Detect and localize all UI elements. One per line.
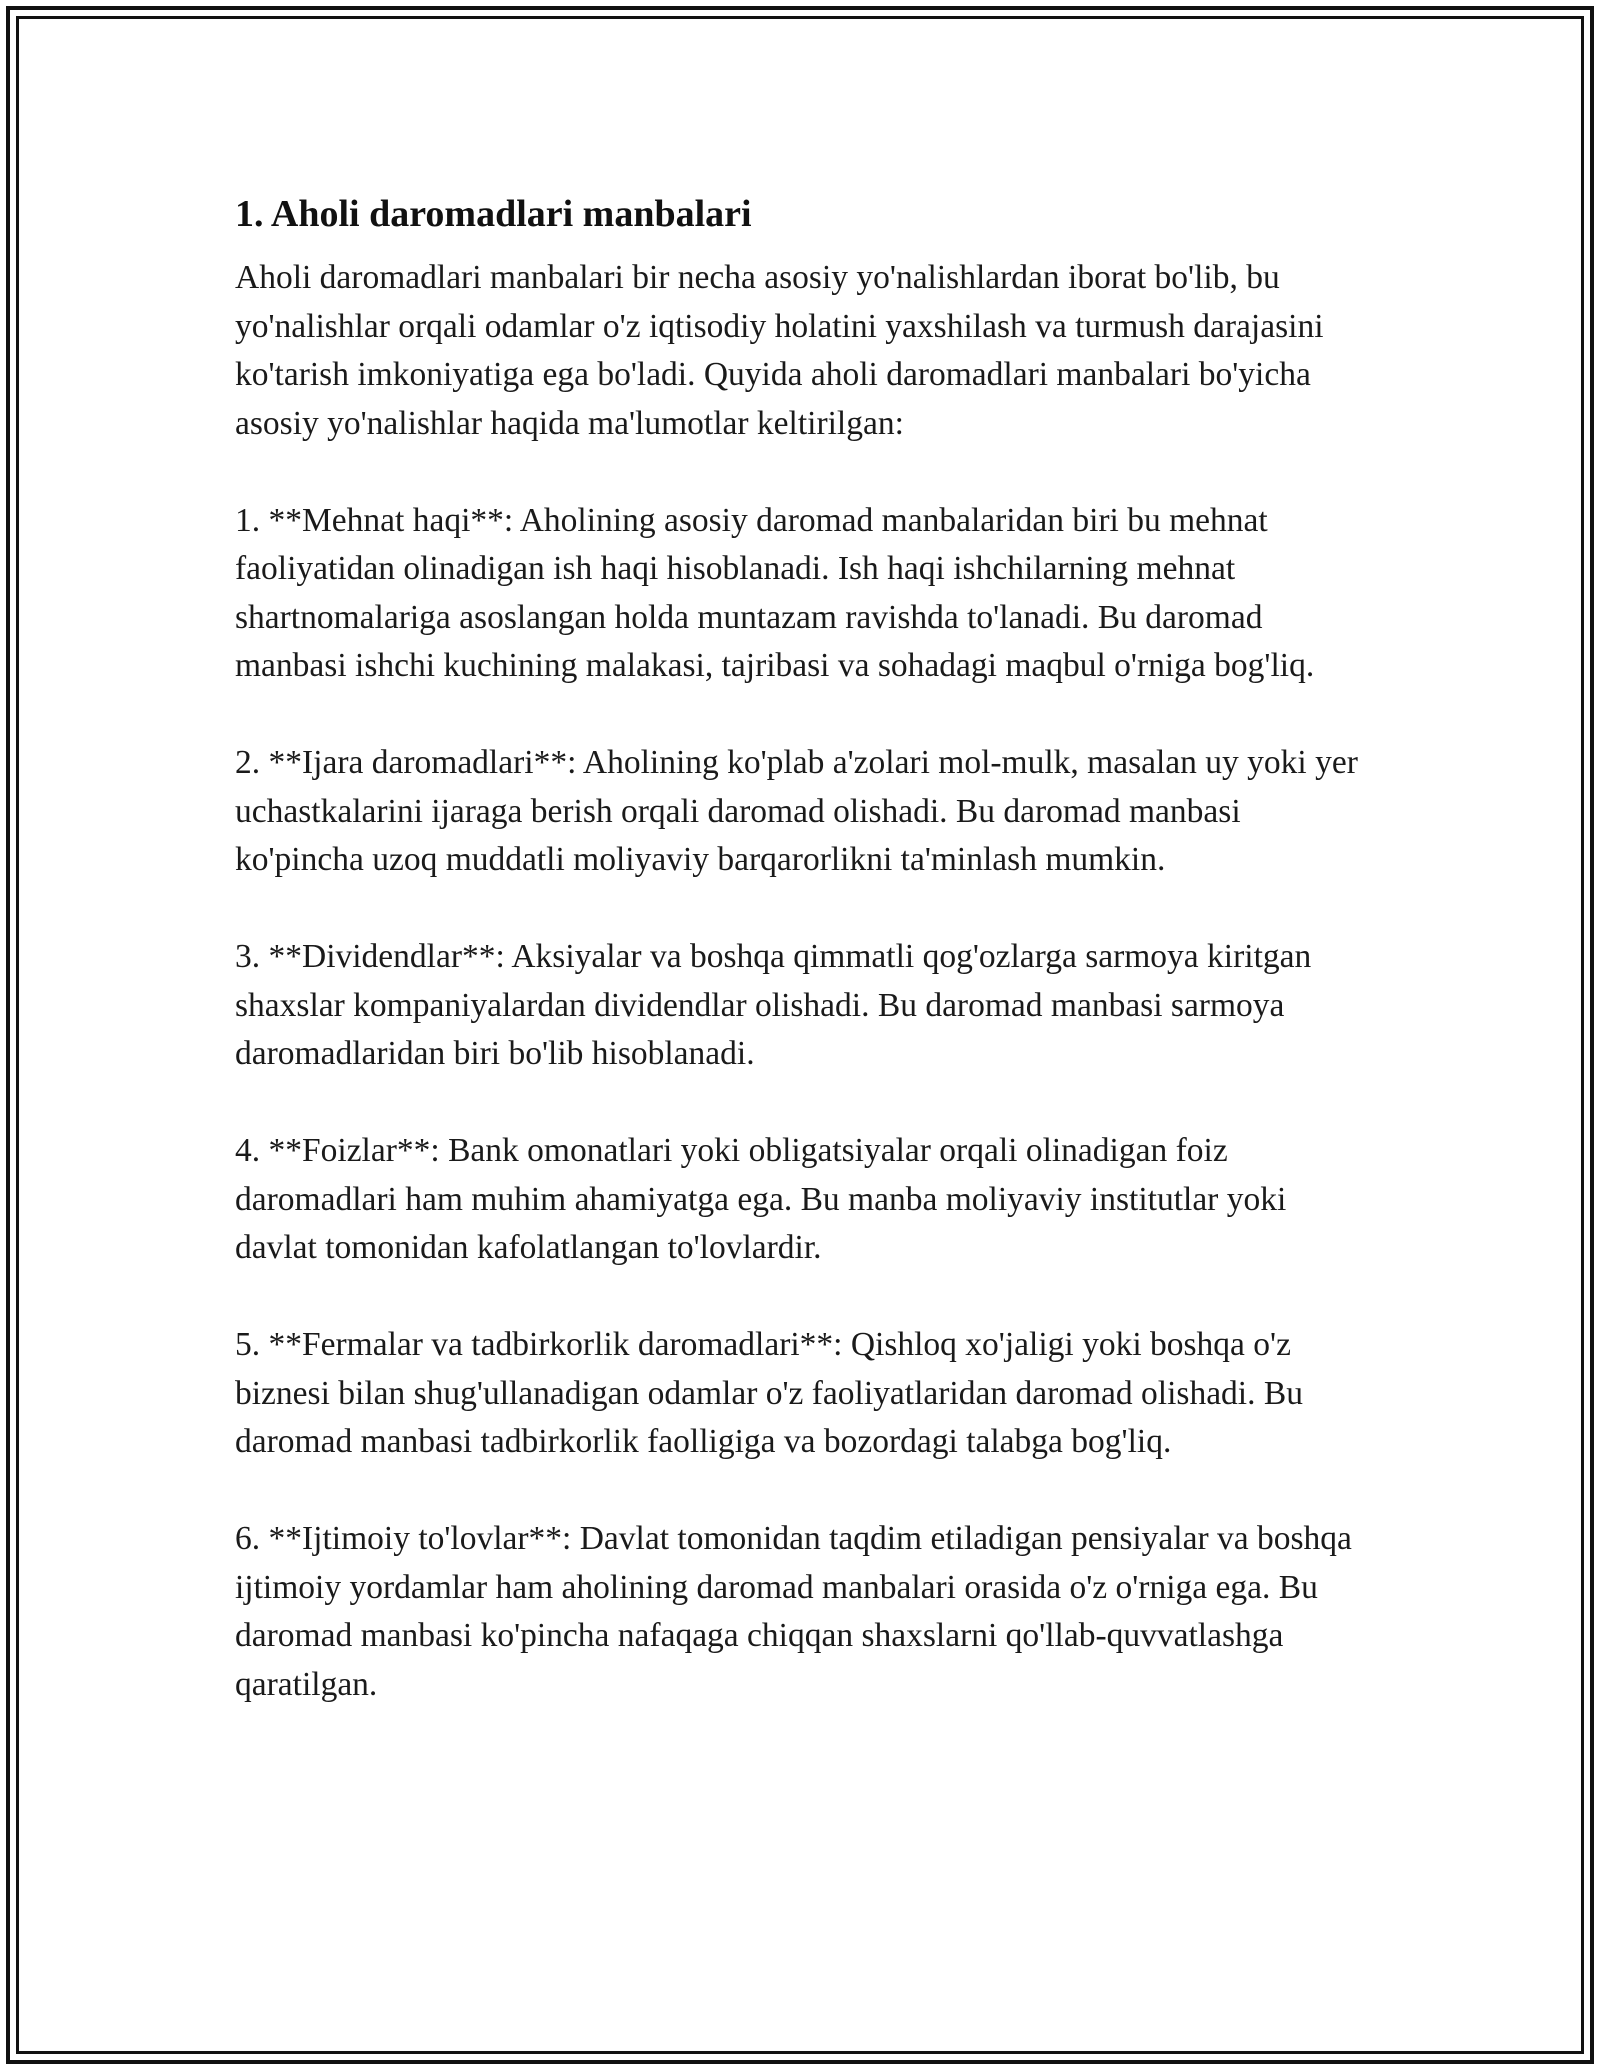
document-body xyxy=(235,186,1365,1709)
intro-paragraph: Aholi daromadlari manbalari bir necha asosiy yo'nalishlardan iborat bo'lib, bu yo'nalishlar orqali odamlar o'z iqtisodiy holatini yaxshilash va turmush darajasini ko'tarish imkoniyatiga ega bo'ladi. Quyida aholi daromadlari manbalari bo'yicha asosiy yo'nalishlar haqida ma'lumotlar keltirilgan: xyxy=(235,259,1324,442)
list-item-fermalar: 5. **Fermalar va tadbirkorlik daromadlari**: Qishloq xo'jaligi yoki boshqa o'z biznesi bilan shug'ullanadigan odamlar o'z faoliyatlaridan daromad olishadi. Bu daromad manbasi tadbirkorlik faolligiga va bozordagi talabga bog'liq. xyxy=(235,1326,1303,1460)
list-item-foizlar: 4. **Foizlar**: Bank omonatlari yoki obligatsiyalar orqali olinadigan foiz daromadlari ham muhim ahamiyatga ega. Bu manba moliyaviy institutlar yoki davlat tomonidan kafolatlangan to'lovlardir. xyxy=(235,1132,1287,1266)
list-item-mehnat-haqi: 1. **Mehnat haqi**: Aholining asosiy daromad manbalaridan biri bu mehnat faoliyatidan olinadigan ish haqi hisoblanadi. Ish haqi ishchilarning mehnat shartnomalariga asoslangan holda muntazam ravishda to'lanadi. Bu daromad manbasi ishchi kuchining malakasi, tajribasi va sohadagi maqbul o'rniga bog'liq. xyxy=(235,501,1315,684)
list-item-ijara-daromadlari: 2. **Ijara daromadlari**: Aholining ko'plab a'zolari mol-mulk, masalan uy yoki yer uchastkalarini ijaraga berish orqali daromad olishadi. Bu daromad manbasi ko'pincha uzoq muddatli moliyaviy barqarorlikni ta'minlash mumkin. xyxy=(235,744,1358,878)
list-item-dividendlar: 3. **Dividendlar**: Aksiyalar va boshqa qimmatli qog'ozlarga sarmoya kiritgan shaxslar kompaniyalardan dividendlar olishadi. Bu daromad manbasi sarmoya daromadlaridan biri bo'lib hisoblanadi. xyxy=(235,938,1312,1072)
document-heading: 1. Aholi daromadlari manbalari xyxy=(235,193,752,235)
list-item-ijtimoiy-tolovlar: 6. **Ijtimoiy to'lovlar**: Davlat tomonidan taqdim etiladigan pensiyalar va boshqa ijtimoiy yordamlar ham aholining daromad manbalari orasida o'z o'rniga ega. Bu daromad manbasi ko'pincha nafaqaga chiqqan shaxslarni qo'llab-quvvatlashga qaratilgan. xyxy=(235,1520,1352,1703)
